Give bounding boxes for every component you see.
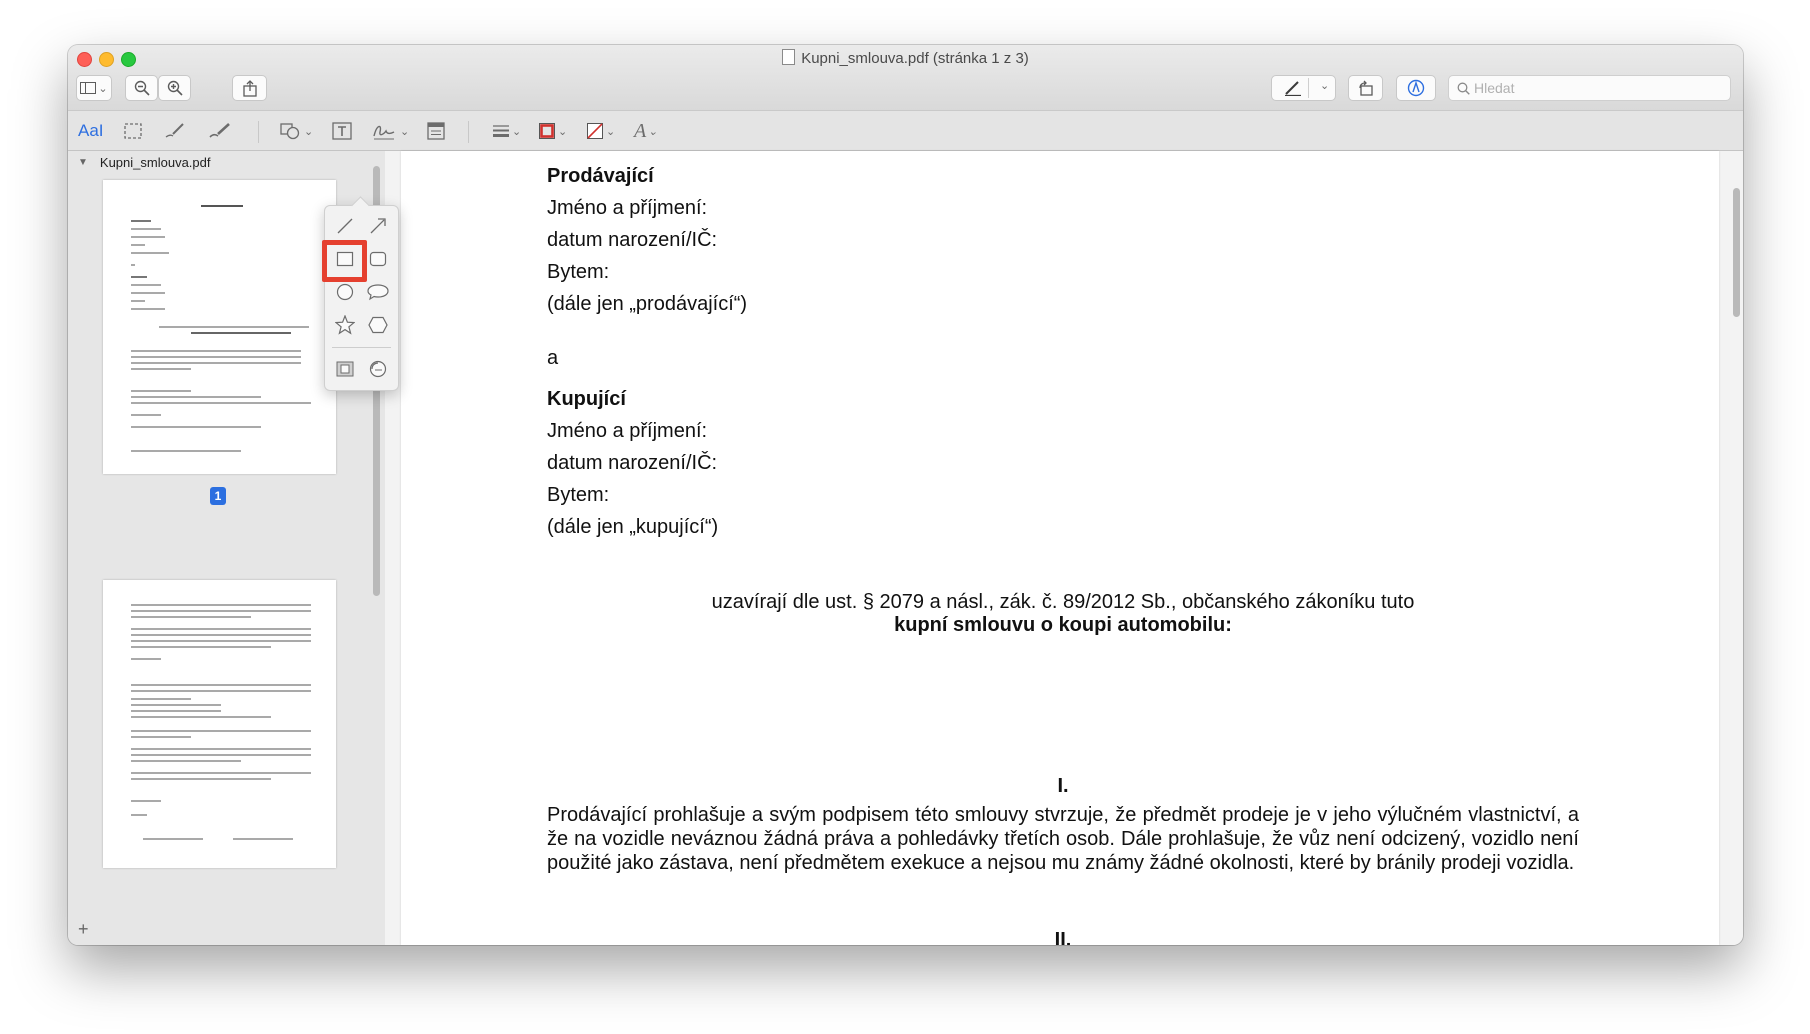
line-shape-option[interactable] xyxy=(332,213,358,239)
sidebar-file-name: Kupni_smlouva.pdf xyxy=(99,154,211,170)
note-tool[interactable] xyxy=(427,119,445,143)
selection-rectangle-icon xyxy=(124,123,142,139)
speech-bubble-shape-option[interactable] xyxy=(365,279,391,305)
rotate-button[interactable] xyxy=(1348,75,1383,101)
zoom-in-icon xyxy=(167,80,183,96)
markup-pen-circle-icon xyxy=(1407,79,1425,97)
section-2-heading: II. xyxy=(1054,929,1072,945)
buyer-name-line: Jméno a příjmení: xyxy=(547,420,708,442)
window-title: Kupni_smlouva.pdf (stránka 1 z 3) xyxy=(801,50,1029,67)
page-thumbnail-2[interactable] xyxy=(103,580,336,868)
seller-address-line: Bytem: xyxy=(547,261,610,283)
sidebar-view-button[interactable] xyxy=(76,75,112,101)
conjunction-text: a xyxy=(547,347,559,369)
contract-intro-line: uzavírají dle ust. § 2079 a násl., zák. č. 89/2012 Sb., občanského zákoníku tuto xyxy=(711,591,1415,613)
buyer-birth-line: datum narození/IČ: xyxy=(547,452,718,474)
document-view xyxy=(385,151,1743,945)
oval-shape-option[interactable] xyxy=(332,279,358,305)
arrow-shape-option[interactable] xyxy=(365,213,391,239)
loupe-shape-option[interactable] xyxy=(365,356,391,382)
text-selection-tool[interactable] xyxy=(78,119,104,143)
sidebar-icon xyxy=(80,82,96,94)
buyer-address-line: Bytem: xyxy=(547,484,610,506)
text-selection-label: AaI xyxy=(78,121,104,140)
signature-icon xyxy=(372,122,398,140)
note-icon xyxy=(427,122,445,140)
text-box-icon xyxy=(332,122,352,140)
chevron-down-icon: ⌄ xyxy=(558,125,568,138)
rounded-rectangle-shape-option[interactable] xyxy=(365,246,391,272)
mask-icon xyxy=(336,361,354,377)
border-color-icon xyxy=(538,122,556,140)
fill-color-icon xyxy=(586,122,604,140)
contract-title: kupní smlouvu o koupi automobilu: xyxy=(894,614,1232,636)
chevron-down-icon: ⌄ xyxy=(400,125,410,138)
line-style-icon xyxy=(492,124,510,138)
chevron-down-icon: ⌄ xyxy=(606,125,616,138)
speech-bubble-icon xyxy=(367,283,389,301)
text-style-tool[interactable] xyxy=(634,119,657,143)
font-style-icon: A xyxy=(634,119,647,142)
signature-tool[interactable] xyxy=(372,119,409,143)
window-title-area xyxy=(68,48,1743,70)
chevron-down-icon: ⌄ xyxy=(98,82,108,95)
chevron-down-icon: ⌄ xyxy=(648,125,658,138)
zoom-out-button[interactable] xyxy=(125,75,158,101)
titlebar xyxy=(68,45,1743,110)
share-button[interactable] xyxy=(232,75,267,101)
chevron-down-icon: ⌄ xyxy=(1320,80,1330,92)
section-1-heading: I. xyxy=(1057,775,1069,797)
seller-reference: (dále jen „prodávající“) xyxy=(547,293,748,315)
loupe-icon xyxy=(367,360,389,378)
oval-shape-icon xyxy=(336,283,354,301)
shapes-tool[interactable] xyxy=(280,119,313,143)
toolbar-separator xyxy=(468,121,469,143)
current-page-badge: 1 xyxy=(210,487,226,505)
markup-toolbar xyxy=(68,110,1743,151)
search-input[interactable] xyxy=(1470,80,1718,96)
zoom-out-icon xyxy=(134,80,150,96)
mask-shape-option[interactable] xyxy=(332,356,358,382)
draw-tool[interactable] xyxy=(208,119,232,143)
markup-button[interactable] xyxy=(1396,75,1436,101)
seller-birth-line: datum narození/IČ: xyxy=(547,229,718,251)
chevron-down-icon: ⌄ xyxy=(304,125,314,138)
shape-style-tool[interactable] xyxy=(492,119,521,143)
section-1-paragraph: Prodávající prohlašuje a svým podpisem této smlouvy stvrzuje, že předmět prodeje je v jeho výlučném vlastnictví, a že na vozidle neváznou žádná práva a pohledávky třetích osob. Dále prohlašuje, že vůz není odcizený, vozidlo není použité jako zástava, není předmětem exekuce a nejsou mu známy žádné okolnosti, které by bránily prodeji vozidla. xyxy=(547,804,1579,874)
star-shape-icon xyxy=(335,315,355,335)
chevron-down-icon: ⌄ xyxy=(512,125,522,138)
disclosure-triangle-icon[interactable]: ▼ xyxy=(78,156,88,168)
search-icon xyxy=(1457,82,1470,95)
star-shape-option[interactable] xyxy=(332,312,358,338)
text-box-tool[interactable] xyxy=(332,119,352,143)
shapes-popover xyxy=(324,205,399,391)
markup-toolbar-toggle[interactable] xyxy=(1271,75,1336,101)
popover-separator xyxy=(332,347,391,348)
toolbar-separator xyxy=(258,121,259,143)
add-page-button[interactable]: + xyxy=(78,919,89,939)
rotate-icon xyxy=(1357,80,1375,96)
draw-icon xyxy=(208,122,232,140)
line-shape-icon xyxy=(336,217,354,235)
preview-window xyxy=(68,45,1743,945)
zoom-in-button[interactable] xyxy=(158,75,191,101)
shapes-icon xyxy=(280,122,302,140)
share-icon xyxy=(243,80,257,97)
seller-name-line: Jméno a příjmení: xyxy=(547,197,708,219)
sketch-icon xyxy=(164,122,186,140)
seller-heading: Prodávající xyxy=(547,165,654,187)
fill-color-tool[interactable] xyxy=(586,119,615,143)
arrow-shape-icon xyxy=(369,217,387,235)
polygon-shape-option[interactable] xyxy=(365,312,391,338)
hexagon-shape-icon xyxy=(368,316,388,334)
pdf-document-icon xyxy=(782,49,795,65)
page-thumbnail-1[interactable] xyxy=(103,180,336,474)
document-scrollbar[interactable] xyxy=(1733,188,1740,317)
pdf-page xyxy=(401,151,1719,945)
search-field[interactable] xyxy=(1448,75,1731,101)
sidebar-file-header[interactable] xyxy=(68,151,385,173)
buyer-heading: Kupující xyxy=(547,388,626,410)
rounded-rectangle-shape-icon xyxy=(369,250,387,268)
sketch-tool[interactable] xyxy=(164,119,186,143)
selected-shape-highlight xyxy=(322,240,367,282)
rectangular-selection-tool[interactable] xyxy=(124,119,142,143)
border-color-tool[interactable] xyxy=(538,119,567,143)
buyer-reference: (dále jen „kupující“) xyxy=(547,516,719,538)
pen-icon xyxy=(1284,80,1302,96)
